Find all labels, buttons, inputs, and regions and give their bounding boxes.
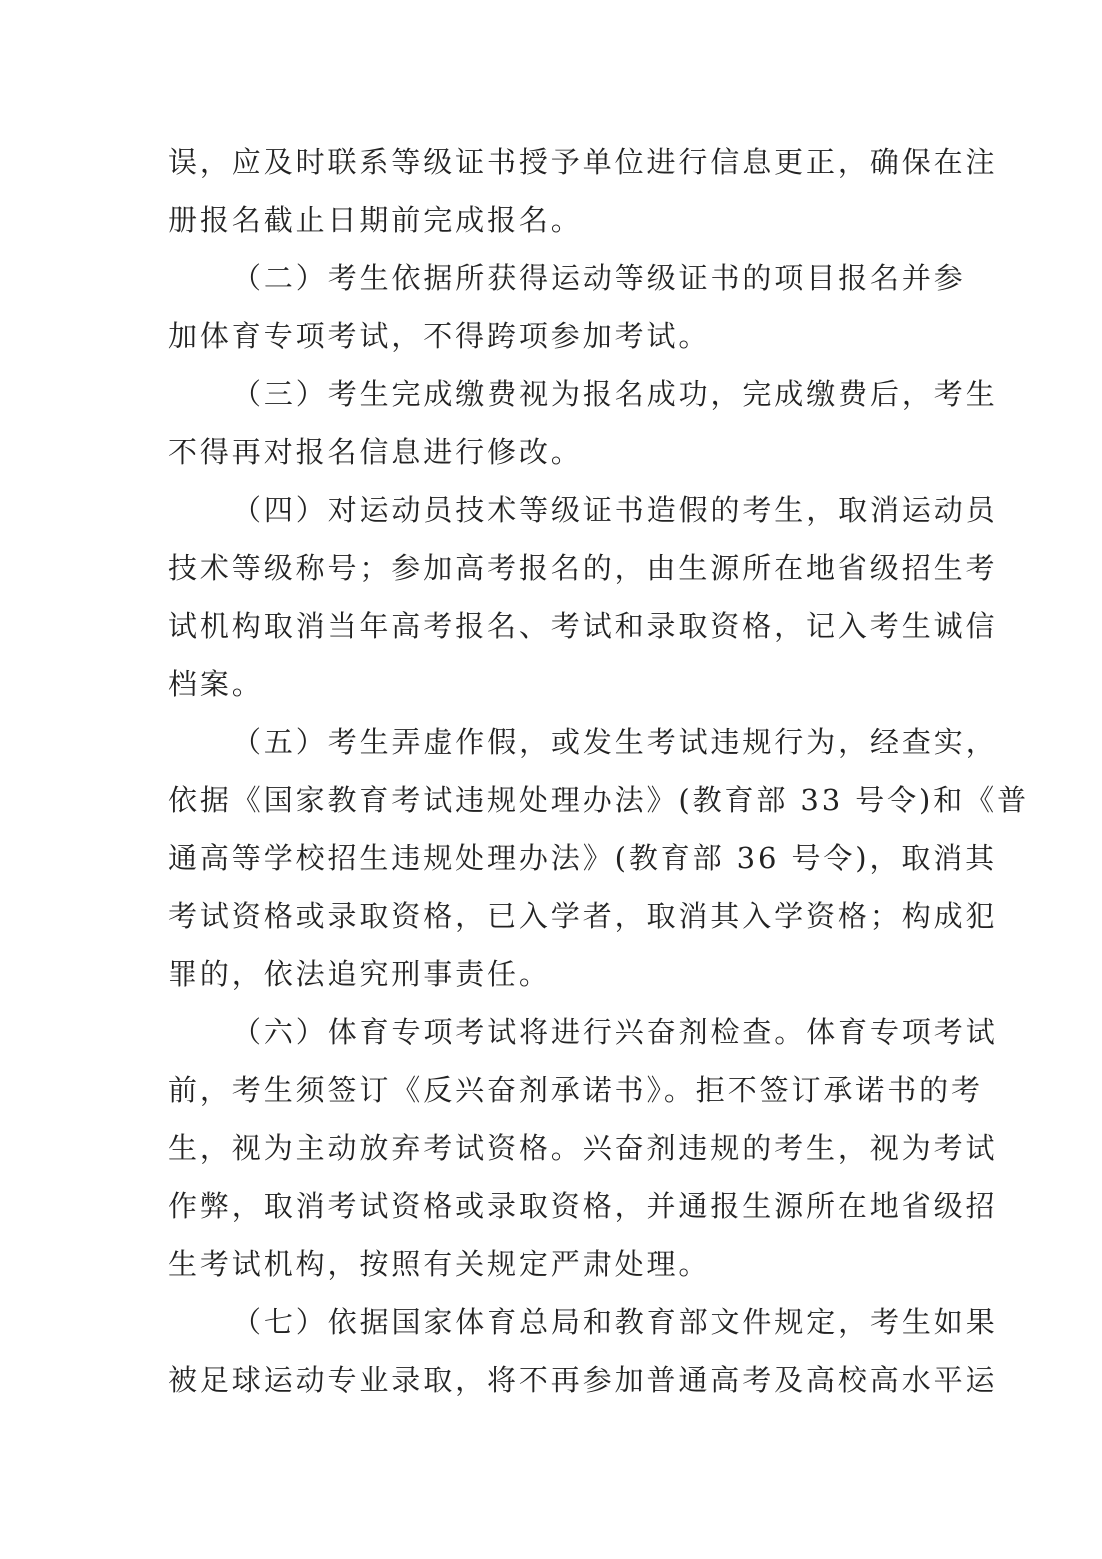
text-line: （五）考生弄虚作假，或发生考试违规行为，经查实， xyxy=(232,725,998,759)
text-line: （二）考生依据所获得运动等级证书的项目报名并参 xyxy=(232,261,966,295)
text-line: 依据《国家教育考试违规处理办法》(教育部 33 号令)和《普 xyxy=(168,783,1029,817)
text-line: 档案。 xyxy=(168,667,264,701)
text-line: 被足球运动专业录取，将不再参加普通高考及高校高水平运 xyxy=(168,1363,998,1397)
paragraph-item-7 xyxy=(168,1293,998,1409)
text-line: 加体育专项考试，不得跨项参加考试。 xyxy=(168,319,711,353)
document-page xyxy=(168,133,1029,1409)
text-line: 生，视为主动放弃考试资格。兴奋剂违规的考生，视为考试 xyxy=(168,1131,998,1165)
paragraph-item-6 xyxy=(168,1003,998,1293)
text-line: 前，考生须签订《反兴奋剂承诺书》。拒不签订承诺书的考 xyxy=(168,1073,983,1107)
text-line: 册报名截止日期前完成报名。 xyxy=(168,203,583,237)
paragraph-item-4 xyxy=(168,481,998,713)
paragraph-item-5 xyxy=(168,713,1029,1003)
paragraph-continuation xyxy=(168,133,998,249)
text-line: 生考试机构，按照有关规定严肃处理。 xyxy=(168,1247,711,1281)
paragraph-item-3 xyxy=(168,365,998,481)
text-line: 罪的，依法追究刑事责任。 xyxy=(168,957,551,991)
text-line: 试机构取消当年高考报名、考试和录取资格，记入考生诚信 xyxy=(168,609,998,643)
text-line: （六）体育专项考试将进行兴奋剂检查。体育专项考试 xyxy=(232,1015,998,1049)
text-line: 通高等学校招生违规处理办法》(教育部 36 号令)，取消其 xyxy=(168,841,998,875)
text-line: （三）考生完成缴费视为报名成功，完成缴费后，考生 xyxy=(232,377,998,411)
text-line: 考试资格或录取资格，已入学者，取消其入学资格；构成犯 xyxy=(168,899,998,933)
text-line: 作弊，取消考试资格或录取资格，并通报生源所在地省级招 xyxy=(168,1189,998,1223)
text-line: 不得再对报名信息进行修改。 xyxy=(168,435,583,469)
text-line: 技术等级称号；参加高考报名的，由生源所在地省级招生考 xyxy=(168,551,998,585)
text-line: （七）依据国家体育总局和教育部文件规定，考生如果 xyxy=(232,1305,998,1339)
text-line: （四）对运动员技术等级证书造假的考生，取消运动员 xyxy=(232,493,998,527)
paragraph-item-2 xyxy=(168,249,966,365)
text-line: 误，应及时联系等级证书授予单位进行信息更正，确保在注 xyxy=(168,145,998,179)
